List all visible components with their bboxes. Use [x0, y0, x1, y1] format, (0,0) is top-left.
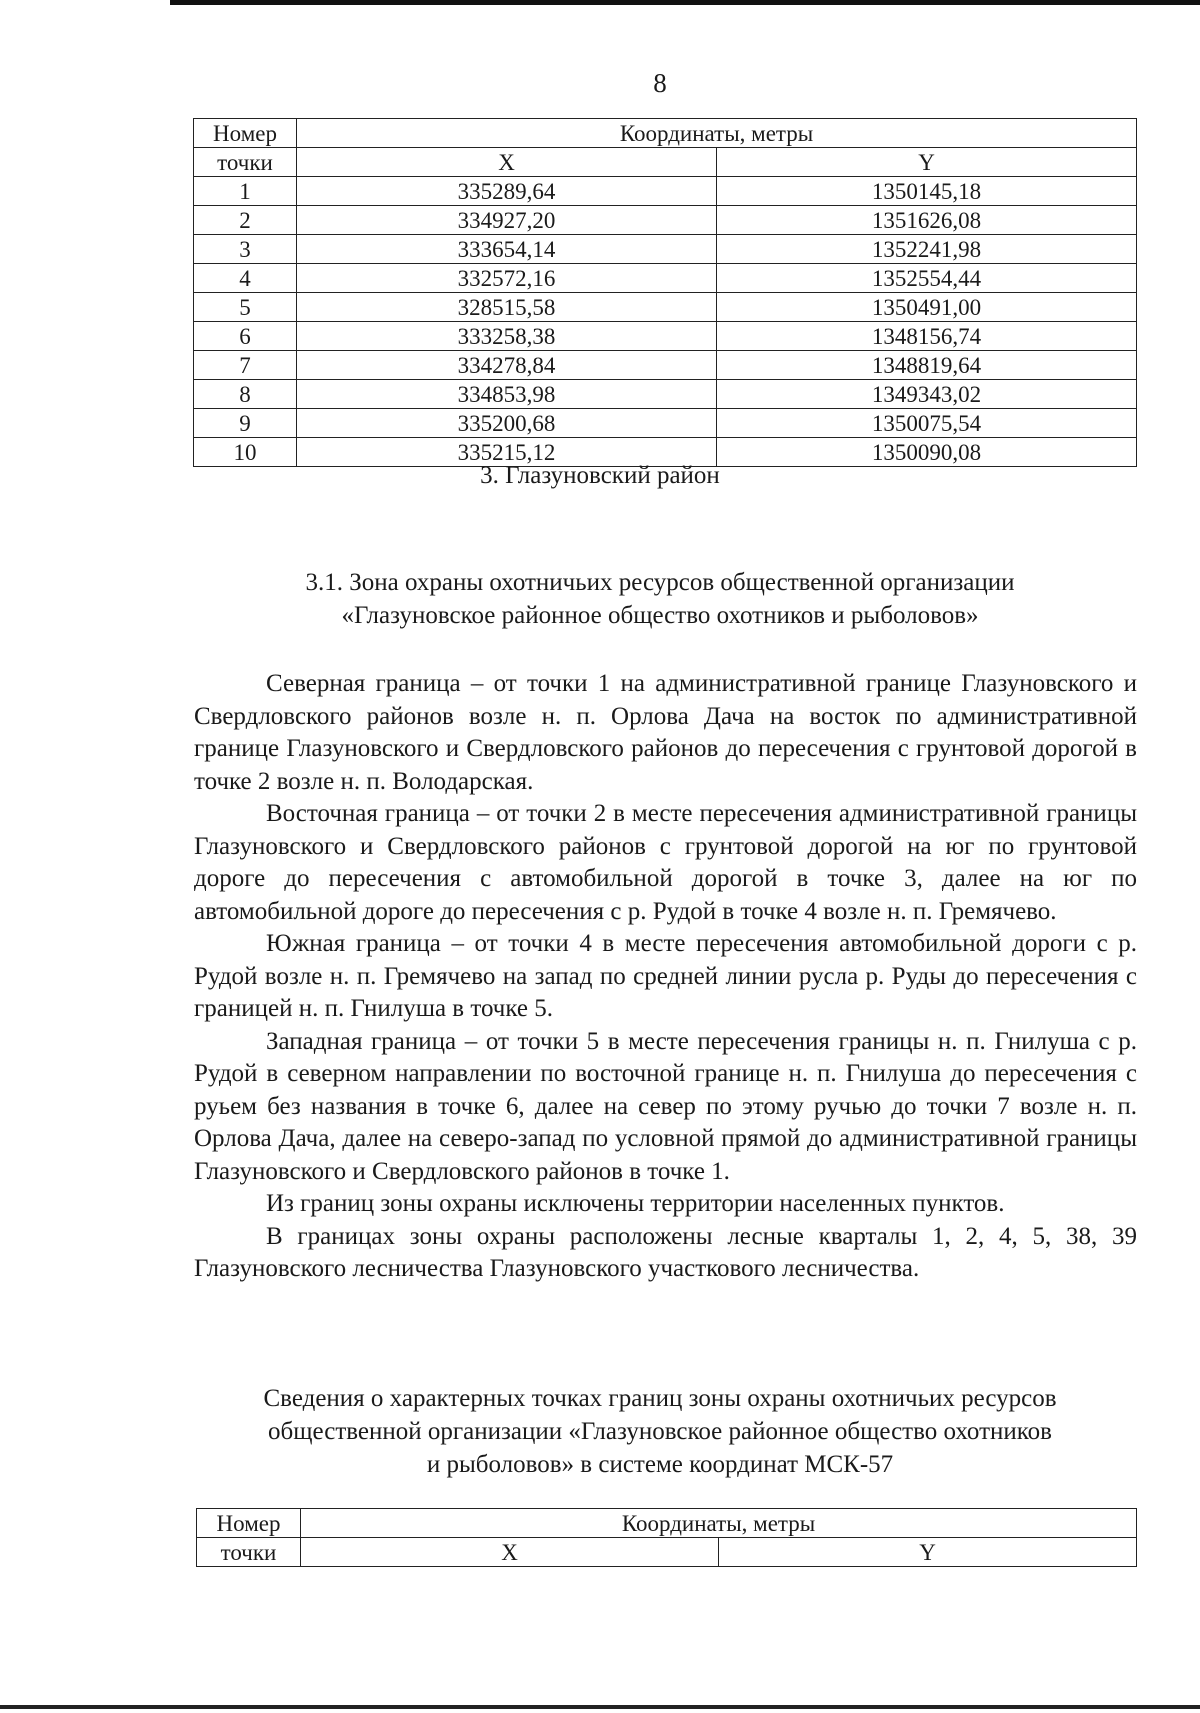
x-coordinate-cell: 335200,68	[297, 409, 717, 438]
x-coordinate-cell: 333258,38	[297, 322, 717, 351]
x-coordinate-cell: 334853,98	[297, 380, 717, 409]
paragraph-eastern-boundary: Восточная граница – от точки 2 в месте пересечения административной границы Глазуновского и Свердловского районов с грунтовой дорогой на юг по грунтовой дороге до пересечения с автомобильной дорогой в точке 3, далее на юг по автомобильной дороге до пересечения с р. Рудой в точке 4 возле н. п. Гремячево.	[194, 800, 1137, 925]
point-number-cell: 8	[194, 380, 297, 409]
point-number-header: точки	[194, 148, 297, 177]
table-header-row	[197, 1538, 1137, 1567]
y-coordinate-cell: 1350145,18	[717, 177, 1137, 206]
point-number-cell: 6	[194, 322, 297, 351]
paragraph-northern-boundary: Северная граница – от точки 1 на административной границе Глазуновского и Свердловского районов возле н. п. Орлова Дача на восток по административной границе Глазуновского и Свердловского районов до пересечения с грунтовой дорогой в точке 2 возле н. п. Володарская.	[194, 670, 1137, 795]
y-coordinate-cell: 1350491,00	[717, 293, 1137, 322]
coordinates-header: Координаты, метры	[297, 119, 1137, 148]
table-header-row	[194, 119, 1137, 148]
table-row	[194, 177, 1137, 206]
y-coordinate-cell: 1352554,44	[717, 264, 1137, 293]
caption-line: общественной организации «Глазуновское районное общество охотников	[268, 1418, 1052, 1445]
subsection-heading	[240, 566, 1080, 632]
point-number-cell: 4	[194, 264, 297, 293]
page-number: 8	[653, 68, 667, 98]
x-coordinate-cell: 335289,64	[297, 177, 717, 206]
x-coordinate-cell: 334278,84	[297, 351, 717, 380]
point-number-cell: 10	[194, 438, 297, 467]
caption-line: Сведения о характерных точках границ зоны охраны охотничьих ресурсов	[263, 1385, 1057, 1412]
y-coordinate-cell: 1350075,54	[717, 409, 1137, 438]
y-coordinate-cell: 1351626,08	[717, 206, 1137, 235]
boundary-description	[194, 668, 1137, 1286]
x-coordinate-cell: 334927,20	[297, 206, 717, 235]
table-header-row	[194, 148, 1137, 177]
table-row	[194, 351, 1137, 380]
coordinates-table-header	[196, 1508, 1137, 1567]
paragraph-southern-boundary: Южная граница – от точки 4 в месте пересечения автомобильной дороги с р. Рудой возле н. п. Гремячево на запад по средней линии русла р. Руды до пересечения с границей н. п. Гнилуша в точке 5.	[194, 930, 1137, 1022]
x-column-header: X	[297, 148, 717, 177]
table-row	[194, 380, 1137, 409]
table-row	[194, 264, 1137, 293]
point-number-header: Номер	[197, 1509, 301, 1538]
top-edge-rule	[170, 0, 1200, 5]
subsection-heading-line: «Глазуновское районное общество охотников и рыболовов»	[341, 602, 979, 629]
paragraph-western-boundary: Западная граница – от точки 5 в месте пересечения границы н. п. Гнилуша с р. Рудой в северном направлении по восточной границе н. п. Гнилуша до пересечения с руьем без названия в точке 6, далее на север по этому ручью до точки 7 возле н. п. Орлова Дача, далее на северо-запад по условной прямой до административной границы Глазуновского и Свердловского районов в точке 1.	[194, 1027, 1137, 1185]
y-coordinate-cell: 1349343,02	[717, 380, 1137, 409]
y-coordinate-cell: 1348156,74	[717, 322, 1137, 351]
x-coordinate-cell: 332572,16	[297, 264, 717, 293]
point-number-cell: 3	[194, 235, 297, 264]
y-coordinate-cell: 1348819,64	[717, 351, 1137, 380]
x-column-header: X	[301, 1538, 719, 1567]
table-row	[194, 322, 1137, 351]
y-column-header: Y	[717, 148, 1137, 177]
caption-line: и рыболовов» в системе координат МСК-57	[426, 1451, 894, 1478]
x-coordinate-cell: 328515,58	[297, 293, 717, 322]
point-number-cell: 9	[194, 409, 297, 438]
point-number-header: Номер	[194, 119, 297, 148]
point-number-cell: 2	[194, 206, 297, 235]
table-row	[194, 235, 1137, 264]
paragraph-exclusions: Из границ зоны охраны исключены территории населенных пунктов.	[266, 1190, 1005, 1217]
y-coordinate-cell: 1350090,08	[717, 438, 1137, 467]
table-row	[194, 293, 1137, 322]
table-header-row	[197, 1509, 1137, 1538]
coordinates-table-continued	[193, 118, 1137, 467]
table-row	[194, 409, 1137, 438]
bottom-edge-rule	[0, 1705, 1200, 1709]
coordinates-caption	[190, 1382, 1130, 1481]
point-number-cell: 5	[194, 293, 297, 322]
coordinates-header: Координаты, метры	[301, 1509, 1137, 1538]
x-coordinate-cell: 333654,14	[297, 235, 717, 264]
y-coordinate-cell: 1352241,98	[717, 235, 1137, 264]
section-title: 3. Глазуновский район	[480, 462, 720, 489]
point-number-cell: 7	[194, 351, 297, 380]
point-number-header: точки	[197, 1538, 301, 1567]
subsection-heading-line: 3.1. Зона охраны охотничьих ресурсов общественной организации	[305, 569, 1015, 596]
y-column-header: Y	[719, 1538, 1137, 1567]
x-coordinate-cell: 335215,12	[297, 438, 717, 467]
table-row	[194, 206, 1137, 235]
paragraph-forest-quarters: В границах зоны охраны расположены лесные кварталы 1, 2, 4, 5, 38, 39 Глазуновского лесничества Глазуновского участкового лесничества.	[194, 1222, 1137, 1282]
point-number-cell: 1	[194, 177, 297, 206]
